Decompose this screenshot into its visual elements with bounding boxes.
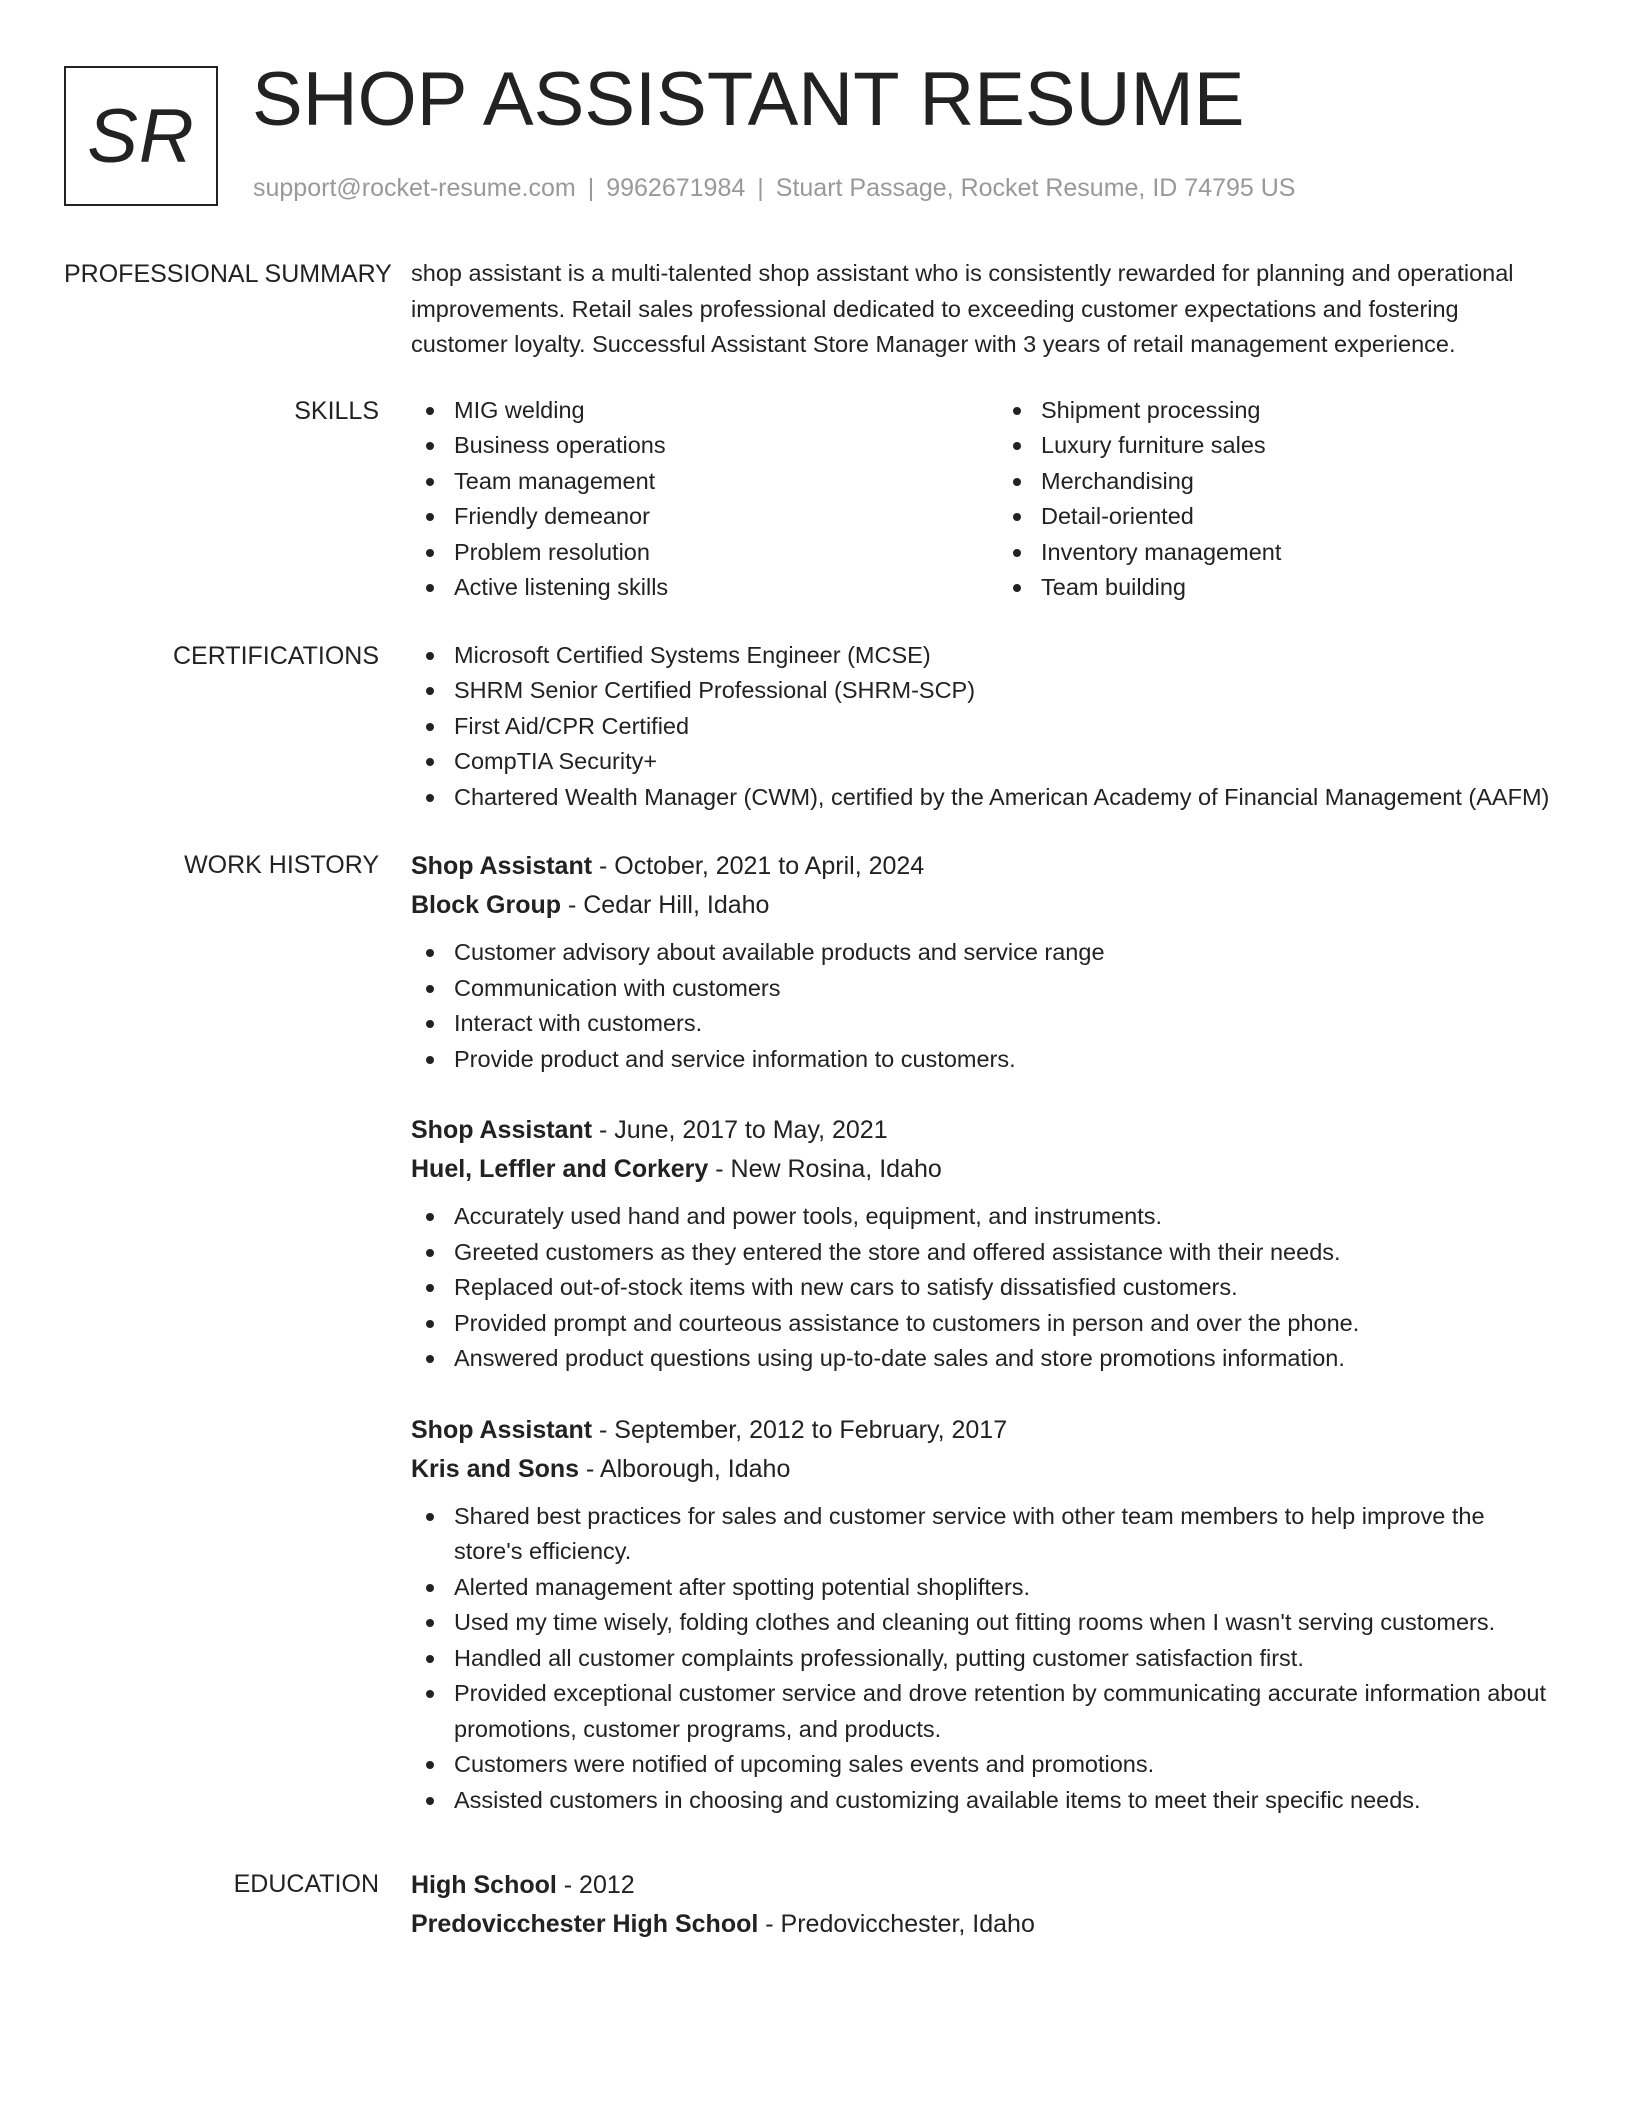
job-company-line <box>411 1150 1554 1189</box>
education-section <box>64 1866 1554 1944</box>
contact-separator: | <box>587 174 595 202</box>
skill-item: Team management <box>454 464 998 500</box>
job-bullets <box>411 1199 1554 1377</box>
contact-line <box>253 174 1295 203</box>
section-label-work-history: WORK HISTORY <box>184 851 379 879</box>
job-entry <box>411 847 1554 1077</box>
job-company: Kris and Sons <box>411 1454 580 1483</box>
job-bullets <box>411 935 1554 1077</box>
education-school: Predovicchester High School <box>411 1910 759 1938</box>
initials-monogram: SR <box>64 66 218 206</box>
education-year: - 2012 <box>556 1871 635 1899</box>
job-location: - Alborough, Idaho <box>579 1454 791 1483</box>
job-location: - Cedar Hill, Idaho <box>561 891 770 919</box>
job-company: Block Group <box>411 891 562 919</box>
job-dates: - September, 2012 to February, 2017 <box>592 1415 1008 1444</box>
skill-item: Business operations <box>454 428 998 464</box>
job-bullet: Answered product questions using up-to-date sales and store promotions information. <box>454 1341 1554 1377</box>
certification-item: SHRM Senior Certified Professional (SHRM-SCP) <box>454 673 1554 709</box>
contact-separator: | <box>757 174 764 202</box>
job-entry <box>411 1111 1554 1377</box>
skill-item: Shipment processing <box>1041 393 1585 429</box>
section-label-skills: SKILLS <box>294 396 379 425</box>
section-label-summary: PROFESSIONAL SUMMARY <box>64 260 392 288</box>
job-bullet: Replaced out-of-stock items with new cars to satisfy dissatisfied customers. <box>454 1270 1554 1306</box>
skill-item: Friendly demeanor <box>454 499 998 535</box>
skill-item: MIG welding <box>454 393 998 429</box>
job-bullet: Communication with customers <box>454 971 1554 1007</box>
job-bullet: Handled all customer complaints professionally, putting customer satisfaction first. <box>454 1641 1554 1677</box>
job-bullet: Assisted customers in choosing and customizing available items to meet their specific needs. <box>454 1783 1554 1819</box>
job-title-line <box>411 847 1554 886</box>
section-label-certifications: CERTIFICATIONS <box>172 641 379 670</box>
education-school-line <box>411 1905 1554 1944</box>
skill-item: Luxury furniture sales <box>1041 428 1585 464</box>
certification-item: CompTIA Security+ <box>454 744 1554 780</box>
certifications-section <box>64 638 1554 816</box>
contact-email: support@rocket-resume.com <box>253 174 576 202</box>
summary-section <box>64 256 1554 363</box>
job-dates: - October, 2021 to April, 2024 <box>592 852 925 880</box>
job-title: Shop Assistant <box>411 852 593 880</box>
education-degree-line <box>411 1866 1554 1905</box>
job-location: - New Rosina, Idaho <box>708 1155 942 1183</box>
resume-body <box>64 256 1554 1974</box>
job-dates: - June, 2017 to May, 2021 <box>592 1116 888 1144</box>
job-title-line <box>411 1411 1554 1450</box>
job-bullet: Alerted management after spotting potential shoplifters. <box>454 1570 1554 1606</box>
contact-phone: 9962671984 <box>606 174 746 202</box>
job-bullet: Accurately used hand and power tools, equipment, and instruments. <box>454 1199 1554 1235</box>
job-bullet: Greeted customers as they entered the store and offered assistance with their needs. <box>454 1235 1554 1271</box>
education-degree: High School <box>411 1871 557 1899</box>
section-label-education: EDUCATION <box>233 1870 379 1898</box>
skill-item: Active listening skills <box>454 570 998 606</box>
job-bullet: Customer advisory about available products and service range <box>454 935 1554 971</box>
skill-item: Merchandising <box>1041 464 1585 500</box>
job-bullet: Used my time wisely, folding clothes and cleaning out fitting rooms when I wasn't serving customers. <box>454 1605 1554 1641</box>
job-entry <box>411 1411 1554 1819</box>
skills-list-right <box>998 393 1585 606</box>
job-company-line <box>411 1450 1554 1489</box>
job-bullet: Provide product and service information to customers. <box>454 1042 1554 1078</box>
skills-section <box>64 393 1554 606</box>
resume-title: SHOP ASSISTANT RESUME <box>252 57 1245 142</box>
job-bullets <box>411 1499 1554 1819</box>
skill-item: Problem resolution <box>454 535 998 571</box>
job-bullet: Shared best practices for sales and customer service with other team members to help improve the store's efficiency. <box>454 1499 1554 1570</box>
job-bullet: Customers were notified of upcoming sales events and promotions. <box>454 1747 1554 1783</box>
education-location: - Predovicchester, Idaho <box>758 1910 1035 1938</box>
job-bullet: Interact with customers. <box>454 1006 1554 1042</box>
contact-address: Stuart Passage, Rocket Resume, ID 74795 US <box>775 174 1296 202</box>
job-title: Shop Assistant <box>411 1415 593 1444</box>
skills-list-left <box>411 393 998 606</box>
skill-item: Team building <box>1041 570 1585 606</box>
summary-text: shop assistant is a multi-talented shop assistant who is consistently rewarded for planning and operational improvements. Retail sales professional dedicated to exceeding customer expectations and fostering customer loyalty. Successful Assistant Store Manager with 3 years of retail management experience. <box>411 260 1514 357</box>
job-company-line <box>411 886 1554 925</box>
certification-item: First Aid/CPR Certified <box>454 709 1554 745</box>
skill-item: Inventory management <box>1041 535 1585 571</box>
job-bullet: Provided prompt and courteous assistance to customers in person and over the phone. <box>454 1306 1554 1342</box>
certification-item: Microsoft Certified Systems Engineer (MCSE) <box>454 638 1554 674</box>
job-title: Shop Assistant <box>411 1116 593 1144</box>
skill-item: Detail-oriented <box>1041 499 1585 535</box>
job-company: Huel, Leffler and Corkery <box>411 1155 709 1183</box>
certification-item: Chartered Wealth Manager (CWM), certified by the American Academy of Financial Management (AAFM) <box>454 780 1554 816</box>
job-bullet: Provided exceptional customer service and drove retention by communicating accurate information about promotions, customer programs, and products. <box>454 1676 1554 1747</box>
job-title-line <box>411 1111 1554 1150</box>
certifications-list <box>411 638 1554 816</box>
work-history-section <box>64 847 1554 1852</box>
